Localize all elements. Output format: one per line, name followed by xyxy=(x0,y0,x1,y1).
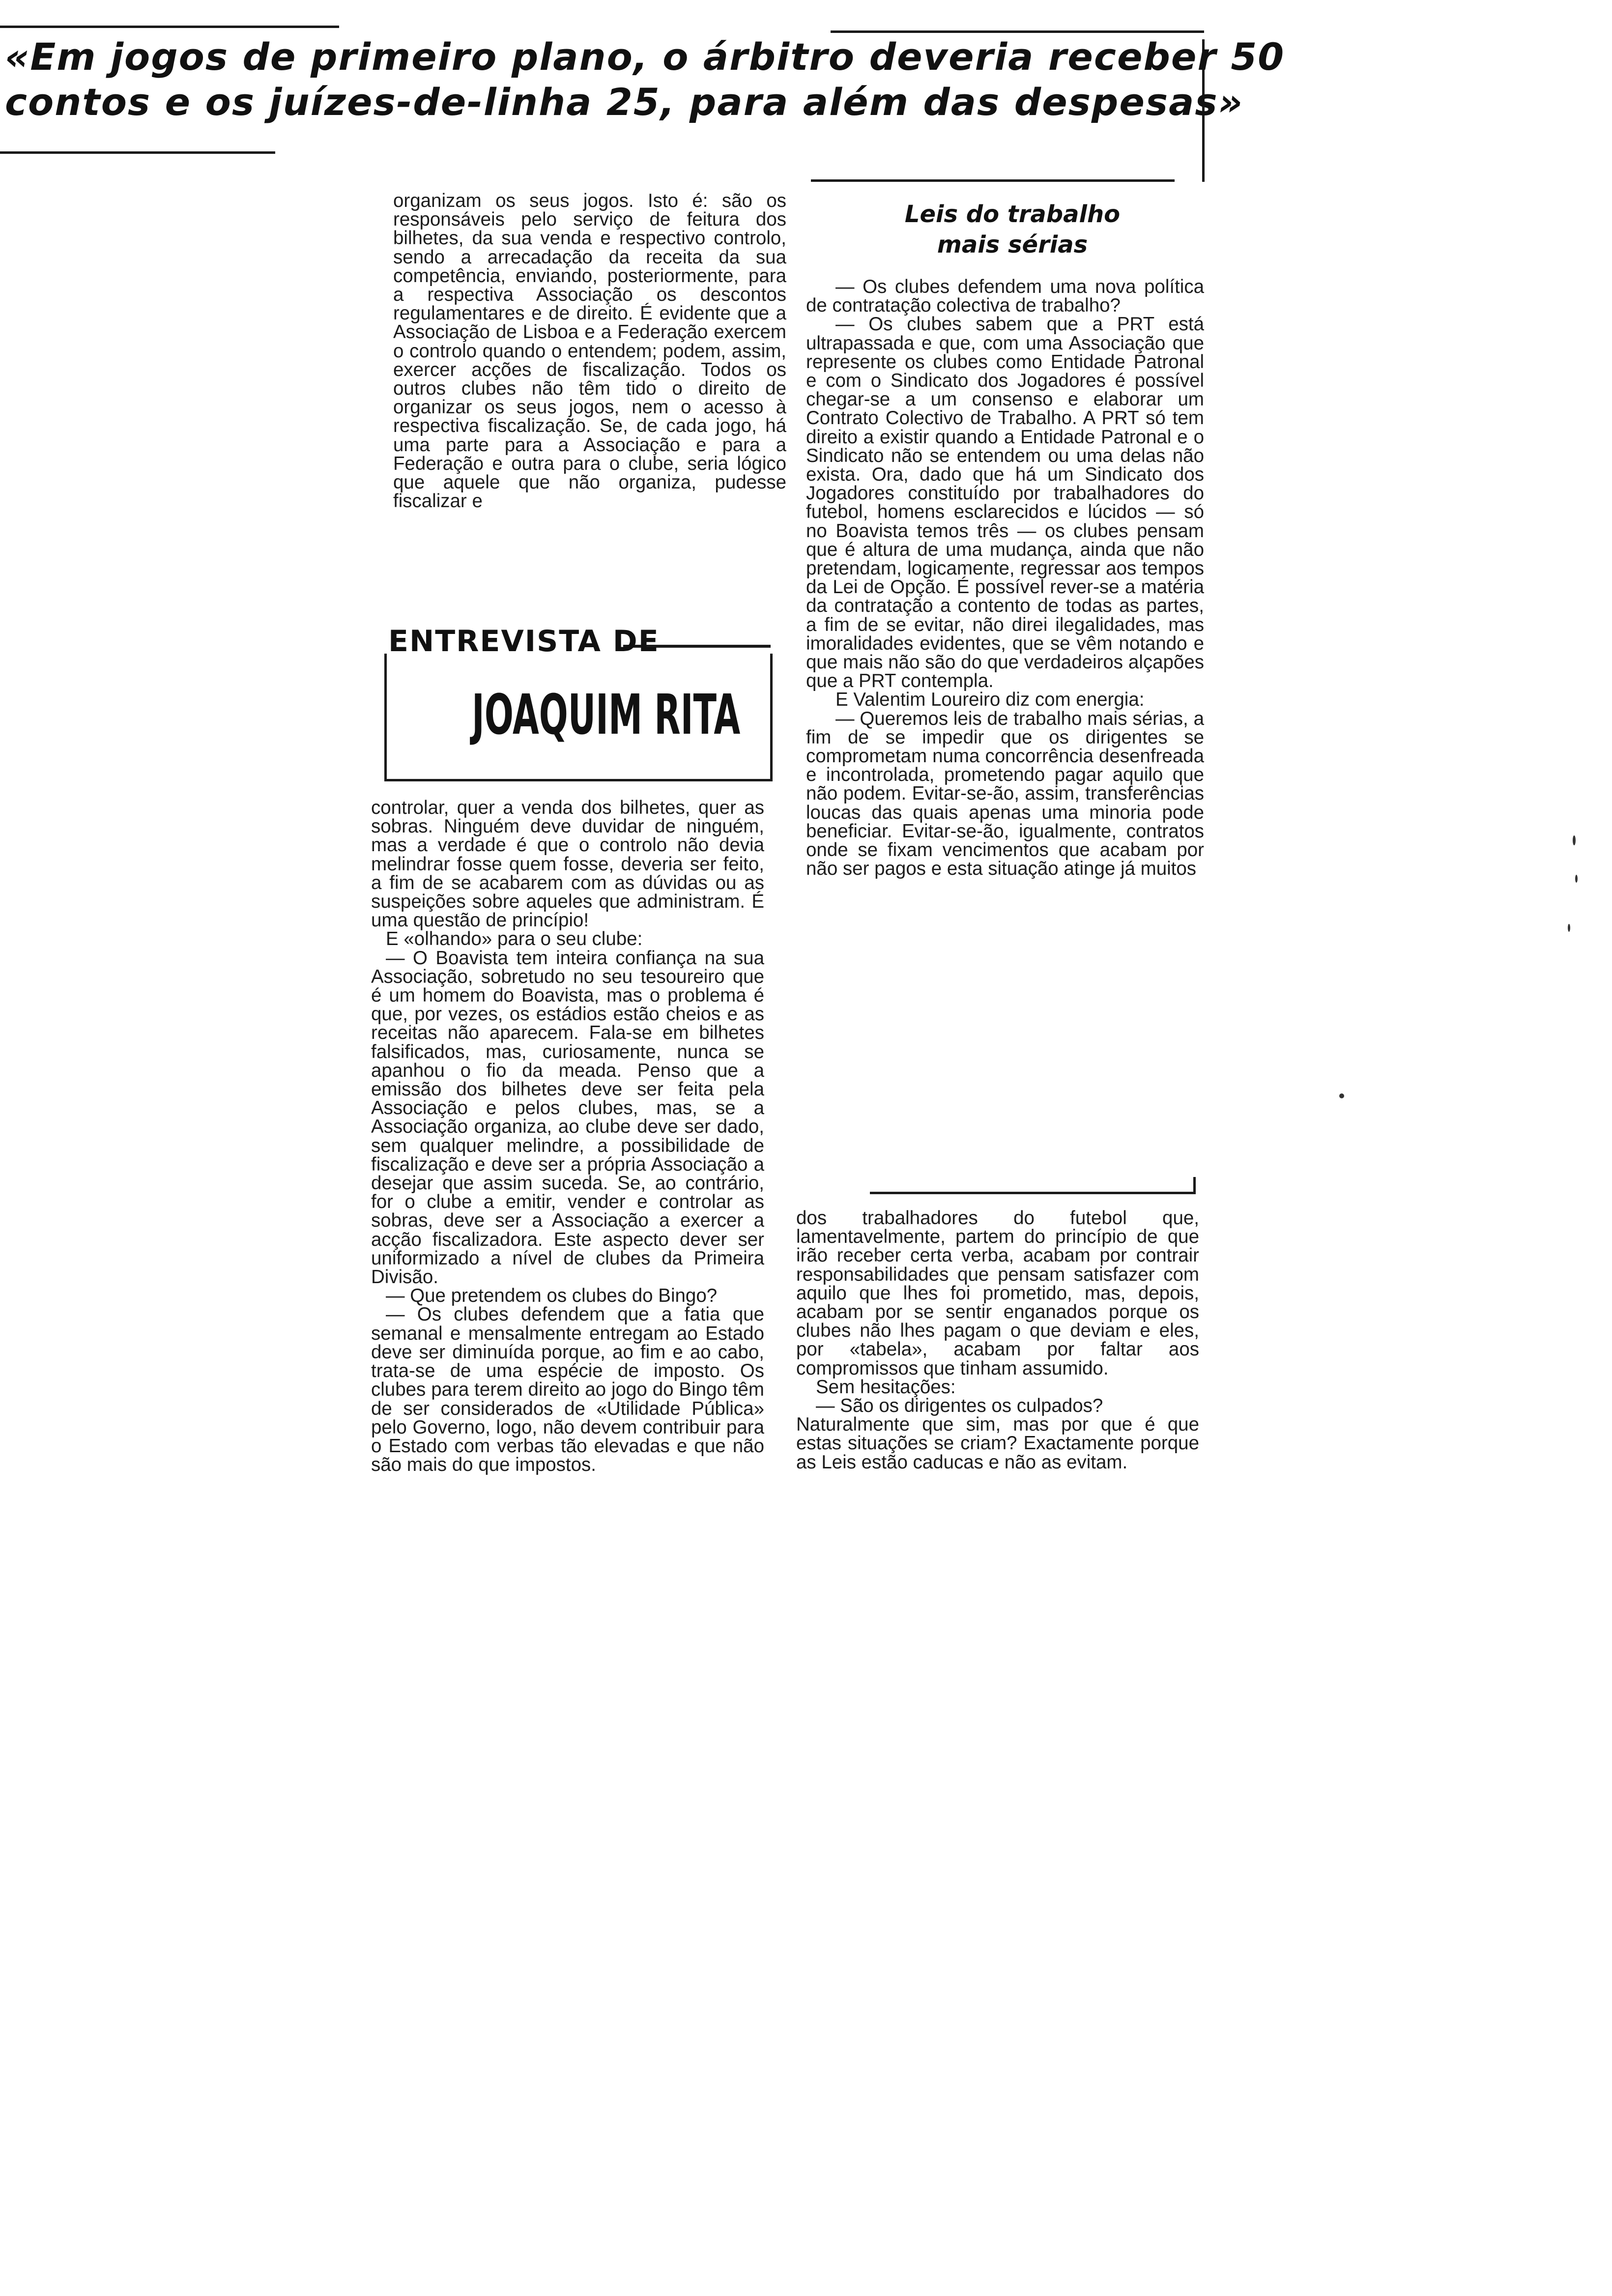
column-2-break-tick xyxy=(1193,1177,1196,1194)
headline-line-2: contos e os juízes-de-linha 25, para além das despesas» xyxy=(5,80,1244,124)
headline-line-1: «Em jogos de primeiro plano, o árbitro deveria receber 50 xyxy=(5,35,1285,79)
top-left-rule xyxy=(0,26,339,28)
paragraph: — Que pretendem os clubes do Bingo? xyxy=(386,1285,718,1307)
paragraph: — Queremos leis de trabalho mais sérias, a fim de se impedir que os dirigentes se comprometam numa concorrência desenfreada e incontrolada, prometendo pagar aquilo que não podem. Evitar-se-ão, assim, transferências loucas das quais apenas uma minoria pode beneficiar. Evitar-se-ão, igualmente, contratos onde se fixam vencimentos que acabam por não ser pagos e esta situação atinge já muitos xyxy=(806,708,1204,880)
paragraph: — Os clubes defendem uma nova política de contratação colectiva de trabalho? xyxy=(806,276,1204,316)
top-right-rule xyxy=(831,30,1204,33)
bottom-left-rule xyxy=(0,151,275,154)
paragraph: Naturalmente que sim, mas por que é que estas situações se criam? Exactamente porque as Leis estão caducas e não as evitam. xyxy=(796,1414,1199,1473)
paragraph: controlar, quer a venda dos bilhetes, quer as sobras. Ninguém deve duvidar de ninguém, mas a verdade é que o controlo não devia melindrar fosse quem fosse, deveria ser feito, a fim de se acabarem com as dúvidas ou as suspeições sobre aqueles que administram. É uma questão de princípio! xyxy=(371,797,764,931)
scan-speck xyxy=(1575,875,1578,883)
column-2-heading xyxy=(816,199,1209,260)
headline xyxy=(5,34,1285,125)
paragraph: Sem hesitações: xyxy=(816,1376,956,1398)
scan-speck xyxy=(1573,835,1576,845)
paragraph: organizam os seus jogos. Isto é: são os responsáveis pelo serviço de feitura dos bilhetes, da sua venda e respectivo controlo, sendo a arrecadação da receita da sua competência, enviando, posteriormente, para a respectiva Associação os descontos regulamentares e de direito. É evidente que a Associação de Lisboa e a Federação exercem o controlo quando o entendem; podem, assim, exercer acções de fiscalização. Todos os outros clubes não têm tido o direito de organizar os seus jogos, nem o acesso à respectiva fiscalização. Se, de cada jogo, há uma parte para a Associação e para a Federação e outra para o clube, seria lógico que aquele que não organiza, pudesse fiscalizar e xyxy=(393,190,786,512)
column-2-bottom xyxy=(796,1209,1199,1472)
column-2-top xyxy=(806,278,1204,879)
column-2-heading-line-2: mais sérias xyxy=(937,231,1088,258)
paragraph: — Os clubes defendem que a fatia que semanal e mensalmente entregam ao Estado deve ser diminuída porque, ao fim e ao cabo, trata-se de uma espécie de imposto. Os clubes para terem direito ao jogo do Bingo têm de ser considerados de «Utilidade Pública» pelo Governo, logo, não devem contribuir para o Estado com verbas tão elevadas e que não são mais do que impostos. xyxy=(371,1304,764,1476)
bottom-right-rule xyxy=(811,179,1175,182)
paragraph: — São os dirigentes os culpados? xyxy=(816,1395,1103,1417)
scan-speck xyxy=(1339,1093,1344,1098)
paragraph: E Valentim Loureiro diz com energia: xyxy=(835,689,1145,711)
paragraph: — O Boavista tem inteira confiança na sua Associação, sobretudo no seu tesoureiro que é um homem do Boavista, mas o problema é que, por vezes, os estádios estão cheios e as receitas não aparecem. Fala-se em bilhetes falsificados, mas, curiosamente, nunca se apanhou o fio da meada. Penso que a emissão dos bilhetes deve ser feita pela Associação e pelos clubes, mas, se a Associação organiza, ao clube deve ser dado, sem qualquer melindre, a possibilidade de fiscalização e deve ser a própria Associação a desejar que assim suceda. Se, ao contrário, for o clube a emitir, vender e controlar as sobras, deve ser a Associação a exercer a acção fiscalizadora. Este aspecto dever ser uniformizado a nível de clubes da Primeira Divisão. xyxy=(371,947,764,1288)
paragraph: dos trabalhadores do futebol que, lamentavelmente, partem do princípio de que irão receber certa verba, acabam por contrair responsabilidades que pensam satisfazer com aquilo que lhes foi prometido, mas, depois, acabam por se sentir enganados porque os clubes não lhes pagam o que deviam e eles, por «tabela», acabam por faltar aos compromissos que tinham assumido. xyxy=(796,1207,1199,1379)
column-2-break-rule xyxy=(870,1192,1194,1194)
paragraph: — Os clubes sabem que a PRT está ultrapassada e que, com uma Associação que represente os clubes como Entidade Patronal e com o Sindicato dos Jogadores é possível chegar-se a um consenso e elaborar um Contrato Colectivo de Trabalho. A PRT só tem direito a existir quando a Entidade Patronal e o Sindicato não se entendem ou uma delas não exista. Ora, dado que há um Sindicato dos Jogadores constituído por trabalhadores do futebol, homens esclarecidos e lúcidos — só no Boavista temos três — os clubes pensam que é altura de uma mudança, ainda que não pretendam, logicamente, regressar aos tempos da Lei de Opção. É possível rever-se a matéria da contratação a contento de todas as partes, a fim de se evitar, não direi ilegalidades, mas imoralidades evidentes, que se vêm notando e que mais não são do que verdadeiros alçapões que a PRT contempla. xyxy=(806,314,1204,692)
interview-label: ENTREVISTA DE xyxy=(388,624,660,659)
column-1-top xyxy=(393,192,786,511)
paragraph: E «olhando» para o seu clube: xyxy=(386,928,643,950)
interview-name: JOAQUIM RITA xyxy=(472,683,741,747)
column-1-bottom xyxy=(371,799,764,1474)
column-2-heading-line-1: Leis do trabalho xyxy=(904,201,1121,228)
scan-speck xyxy=(1568,924,1570,932)
